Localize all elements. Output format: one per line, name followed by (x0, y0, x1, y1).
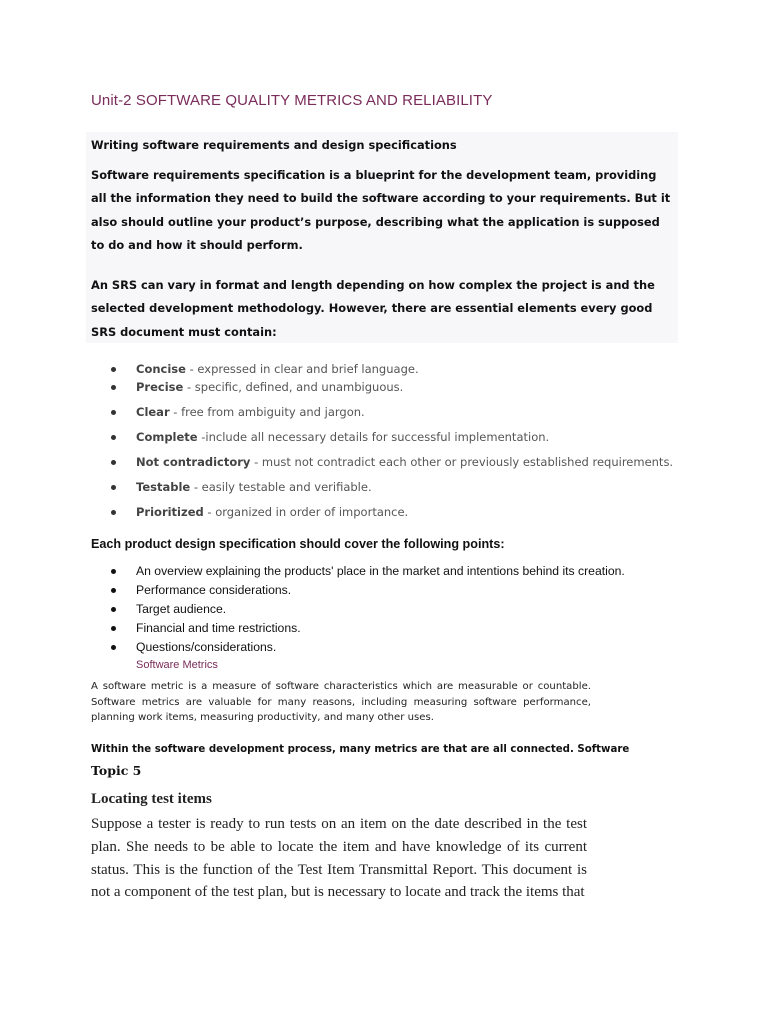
software-metrics-paragraph: A software metric is a measure of software characteristics which are measurable or countable. Software metrics are valuable for many reasons, including measuring software performance, planning work items, measuring productivity, and many other uses. (91, 681, 591, 723)
topic-heading: Topic 5 (91, 763, 142, 778)
srs-heading: Writing software requirements and design specifications (91, 138, 457, 152)
locating-paragraph: Suppose a tester is ready to run tests on an item on the date described in the test plan. She needs to be able to locate the item and have knowledge of its current status. This is the function of the Test Item Transmittal Report. This document is not a component of the test plan, but is necessary to locate and track the items that (91, 816, 587, 901)
srs-elements-list (111, 359, 711, 527)
bullet-icon (111, 385, 116, 390)
bullet-icon (111, 588, 116, 593)
list-item: Financial and time restrictions. (111, 619, 711, 638)
software-metrics-heading: Software Metrics (136, 659, 218, 671)
pds-heading: Each product design specification should cover the following points: (91, 537, 505, 551)
list-item: Testable - easily testable and verifiable. (111, 477, 711, 502)
bullet-icon (111, 367, 116, 372)
list-item: Prioritized - organized in order of importance. (111, 502, 711, 527)
list-item: Performance considerations. (111, 581, 711, 600)
within-line: Within the software development process, many metrics are that are all connected. Software (91, 744, 630, 755)
list-item: Complete -include all necessary details for successful implementation. (111, 427, 711, 452)
bullet-icon (111, 510, 116, 515)
bullet-icon (111, 569, 116, 574)
bullet-icon (111, 607, 116, 612)
list-item: Questions/considerations. (111, 638, 711, 657)
list-item: Clear - free from ambiguity and jargon. (111, 402, 711, 427)
unit-title: Unit-2 SOFTWARE QUALITY METRICS AND RELIABILITY (91, 92, 493, 109)
srs-paragraph-2: An SRS can vary in format and length depending on how complex the project is and the selected development methodology. However, there are essential elements every good SRS document must contain: (91, 277, 655, 339)
bullet-icon (111, 410, 116, 415)
bullet-icon (111, 460, 116, 465)
list-item: Target audience. (111, 600, 711, 619)
bullet-icon (111, 626, 116, 631)
list-item: An overview explaining the products' place in the market and intentions behind its creation. (111, 562, 711, 581)
srs-section (91, 134, 673, 344)
bullet-icon (111, 435, 116, 440)
locating-heading: Locating test items (91, 791, 212, 807)
bullet-icon (111, 645, 116, 650)
bullet-icon (111, 485, 116, 490)
pds-points-list (111, 562, 711, 657)
list-item: Concise - expressed in clear and brief language. (111, 359, 711, 377)
srs-paragraph-1: Software requirements specification is a blueprint for the development team, providing all the information they need to build the software according to your requirements. But it also should outline your product’s purpose, describing what the application is supposed to do and how it should perform. (91, 167, 671, 252)
list-item: Precise - specific, defined, and unambiguous. (111, 377, 711, 402)
list-item: Not contradictory - must not contradict each other or previously established requirements. (111, 452, 711, 477)
